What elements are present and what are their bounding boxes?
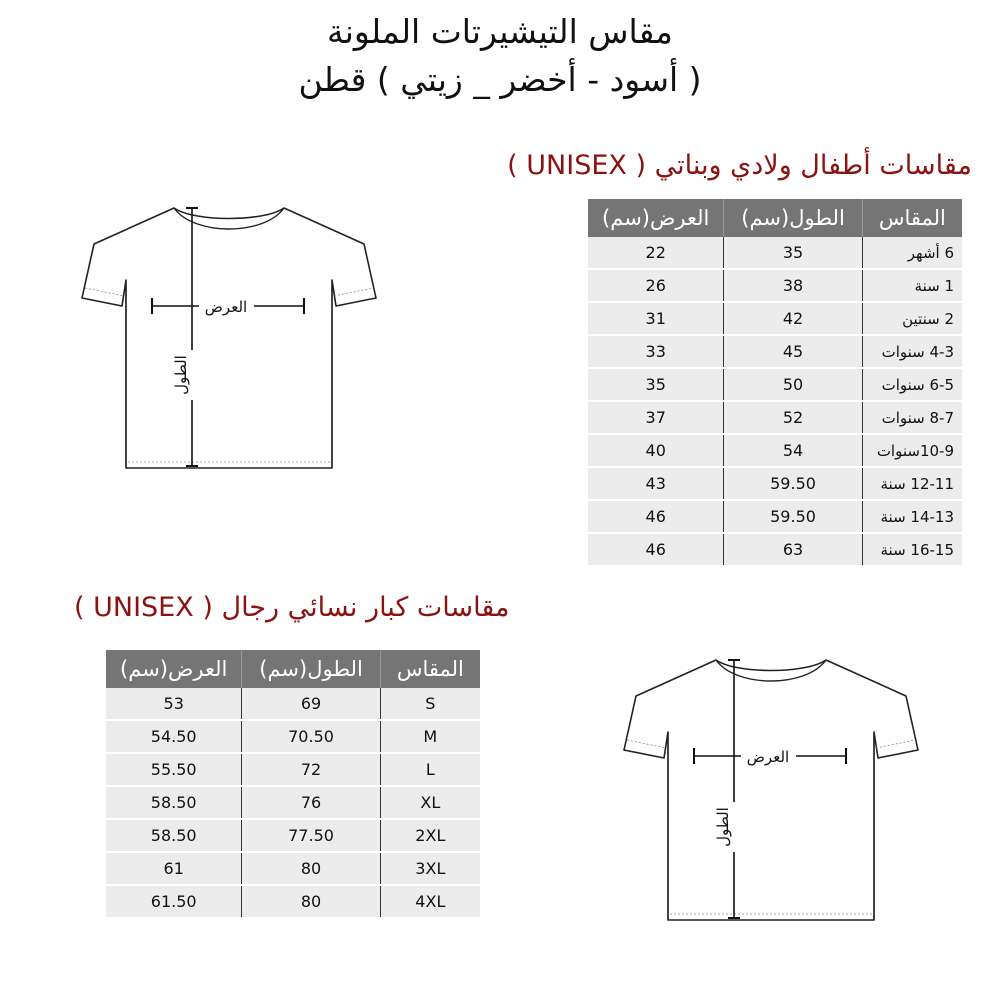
size-cell: 6 أشهر — [862, 237, 962, 269]
table-row — [588, 237, 962, 269]
table-row — [106, 688, 480, 720]
length-cell: 80 — [242, 885, 380, 918]
width-cell: 33 — [588, 335, 724, 368]
table-row — [588, 434, 962, 467]
table-row — [106, 720, 480, 753]
kids-section-heading: مقاسات أطفال ولادي وبناتي ( UNISEX ) — [507, 150, 972, 181]
length-cell: 35 — [724, 237, 862, 269]
width-cell: 35 — [588, 368, 724, 401]
page-title: مقاس التيشيرتات الملونة — [327, 12, 673, 51]
size-cell: 2XL — [380, 819, 480, 852]
length-cell: 42 — [724, 302, 862, 335]
width-cell: 40 — [588, 434, 724, 467]
length-cell: 59.50 — [724, 467, 862, 500]
size-cell: 12-11 سنة — [862, 467, 962, 500]
width-cell: 37 — [588, 401, 724, 434]
length-column-header: الطول(سم) — [724, 199, 862, 237]
tshirt-measurement-icon — [74, 200, 384, 475]
length-cell: 72 — [242, 753, 380, 786]
length-cell: 45 — [724, 335, 862, 368]
length-cell: 69 — [242, 688, 380, 720]
table-row — [588, 368, 962, 401]
adults-section-heading: مقاسات كبار نسائي رجال ( UNISEX ) — [74, 592, 510, 623]
size-cell: 4XL — [380, 885, 480, 918]
width-cell: 58.50 — [106, 786, 242, 819]
size-cell: 6-5 سنوات — [862, 368, 962, 401]
length-cell: 54 — [724, 434, 862, 467]
table-row — [106, 885, 480, 918]
size-cell: 14-13 سنة — [862, 500, 962, 533]
table-row — [588, 269, 962, 302]
width-cell: 22 — [588, 237, 724, 269]
size-cell: 4-3 سنوات — [862, 335, 962, 368]
size-cell: 10-9سنوات — [862, 434, 962, 467]
width-cell: 26 — [588, 269, 724, 302]
length-cell: 59.50 — [724, 500, 862, 533]
width-cell: 54.50 — [106, 720, 242, 753]
width-cell: 46 — [588, 533, 724, 566]
size-cell: M — [380, 720, 480, 753]
size-cell: 3XL — [380, 852, 480, 885]
size-cell: 16-15 سنة — [862, 533, 962, 566]
table-row — [106, 819, 480, 852]
size-column-header: المقاس — [380, 650, 480, 688]
length-cell: 52 — [724, 401, 862, 434]
width-label: العرض — [204, 298, 248, 316]
size-cell: XL — [380, 786, 480, 819]
width-label: العرض — [746, 748, 790, 766]
size-cell: 2 سنتين — [862, 302, 962, 335]
kids-table-header — [588, 199, 962, 237]
length-cell: 80 — [242, 852, 380, 885]
size-cell: 8-7 سنوات — [862, 401, 962, 434]
size-cell: S — [380, 688, 480, 720]
length-cell: 50 — [724, 368, 862, 401]
table-row — [106, 852, 480, 885]
table-row — [588, 335, 962, 368]
table-row — [588, 302, 962, 335]
width-cell: 53 — [106, 688, 242, 720]
width-column-header: العرض(سم) — [106, 650, 242, 688]
table-row — [106, 753, 480, 786]
size-cell: L — [380, 753, 480, 786]
page-subtitle: ( أسود - أخضر _ زيتي ) قطن — [298, 60, 702, 99]
size-column-header: المقاس — [862, 199, 962, 237]
table-row — [106, 786, 480, 819]
table-row — [588, 500, 962, 533]
adults-table-header — [106, 650, 480, 688]
length-label: الطول — [172, 355, 190, 395]
length-cell: 63 — [724, 533, 862, 566]
width-cell: 43 — [588, 467, 724, 500]
length-cell: 70.50 — [242, 720, 380, 753]
width-cell: 31 — [588, 302, 724, 335]
adults-size-table — [106, 650, 480, 919]
length-cell: 76 — [242, 786, 380, 819]
kids-size-table — [588, 199, 962, 567]
size-cell: 1 سنة — [862, 269, 962, 302]
tshirt-measurement-icon — [616, 652, 926, 927]
width-cell: 55.50 — [106, 753, 242, 786]
table-row — [588, 401, 962, 434]
table-row — [588, 533, 962, 566]
length-column-header: الطول(سم) — [242, 650, 380, 688]
table-row — [588, 467, 962, 500]
width-cell: 61 — [106, 852, 242, 885]
width-column-header: العرض(سم) — [588, 199, 724, 237]
length-label: الطول — [714, 807, 732, 847]
width-cell: 58.50 — [106, 819, 242, 852]
width-cell: 46 — [588, 500, 724, 533]
length-cell: 77.50 — [242, 819, 380, 852]
width-cell: 61.50 — [106, 885, 242, 918]
length-cell: 38 — [724, 269, 862, 302]
